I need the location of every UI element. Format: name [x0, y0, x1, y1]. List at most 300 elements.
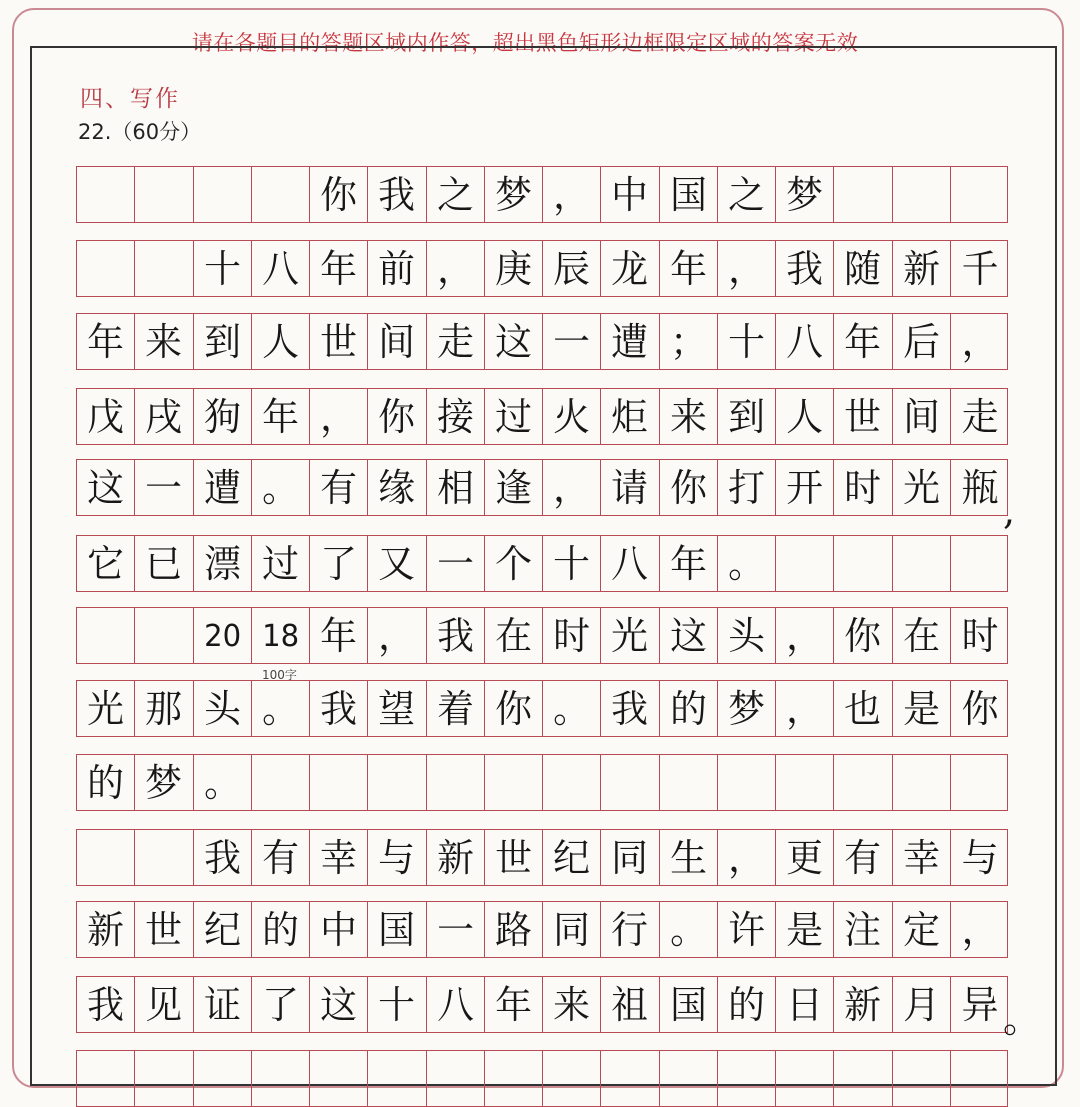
- handwritten-char: ，: [961, 908, 999, 952]
- handwritten-char: 年: [494, 983, 532, 1027]
- handwritten-char: 走: [436, 320, 474, 364]
- grid-cell: [893, 1051, 951, 1106]
- grid-cell: [893, 389, 951, 444]
- grid-cell: [485, 755, 543, 810]
- handwritten-char: 的: [669, 687, 707, 731]
- grid-cell: [368, 167, 426, 222]
- grid-cell: [310, 314, 368, 369]
- grid-cell: [77, 977, 135, 1032]
- grid-cell: [660, 1051, 718, 1106]
- handwritten-char: 头: [727, 614, 765, 658]
- handwritten-char: 许: [727, 908, 765, 952]
- grid-cell: [834, 977, 892, 1032]
- grid-cell: [660, 681, 718, 736]
- handwritten-char: [311, 1051, 367, 1106]
- handwritten-char: 间: [378, 320, 416, 364]
- handwritten-char: 庚: [494, 247, 532, 291]
- handwritten-char: 个: [494, 542, 532, 586]
- grid-cell: [834, 830, 892, 885]
- grid-cell: [543, 460, 601, 515]
- handwritten-char: 之: [727, 173, 765, 217]
- handwritten-char: 也: [844, 687, 882, 731]
- handwritten-char: 光: [611, 614, 649, 658]
- grid-cell: [310, 1051, 368, 1106]
- grid-cell: [194, 460, 252, 515]
- grid-cell: [368, 1051, 426, 1106]
- grid-cell: [776, 536, 834, 591]
- handwritten-char: 的: [261, 908, 299, 952]
- handwritten-char: 来: [553, 983, 591, 1027]
- grid-cell: [951, 460, 1009, 515]
- handwritten-char: 十: [203, 247, 241, 291]
- grid-cell: [893, 608, 951, 663]
- grid-cell: [660, 536, 718, 591]
- handwritten-char: 行: [611, 908, 649, 952]
- handwritten-char: [835, 755, 891, 810]
- handwritten-char: [835, 167, 891, 222]
- grid-cell: [951, 536, 1009, 591]
- handwritten-char: 之: [436, 173, 474, 217]
- grid-cell: [77, 389, 135, 444]
- handwritten-char: 接: [436, 395, 474, 439]
- handwritten-char: 的: [87, 761, 125, 805]
- grid-cell: [601, 681, 659, 736]
- handwritten-char: 戌: [145, 395, 183, 439]
- overflow-period: 。: [1003, 997, 1042, 1041]
- grid-cell: [834, 681, 892, 736]
- handwritten-char: 年: [669, 247, 707, 291]
- grid-cell: [718, 977, 776, 1032]
- handwritten-char: 八: [261, 247, 299, 291]
- grid-cell: [893, 167, 951, 222]
- handwritten-char: 中: [611, 173, 649, 217]
- grid-cell: [310, 681, 368, 736]
- grid-cell: [718, 241, 776, 296]
- grid-cell: [310, 902, 368, 957]
- handwritten-char: [719, 755, 775, 810]
- grid-cell: [543, 536, 601, 591]
- handwritten-char: 狗: [203, 395, 241, 439]
- grid-cell: [601, 314, 659, 369]
- grid-cell: [252, 902, 310, 957]
- grid-cell: [77, 608, 135, 663]
- handwritten-char: [893, 755, 949, 810]
- handwritten-char: ；: [669, 320, 707, 364]
- grid-cell: [601, 830, 659, 885]
- grid-cell: [776, 314, 834, 369]
- handwritten-char: 逢: [494, 466, 532, 510]
- grid-row: [76, 901, 1008, 958]
- grid-cell: [368, 241, 426, 296]
- handwritten-char: ，: [378, 614, 416, 658]
- grid-cell: [893, 460, 951, 515]
- handwritten-char: 一: [553, 320, 591, 364]
- handwritten-char: 漂: [203, 542, 241, 586]
- handwritten-char: [427, 1051, 483, 1106]
- handwritten-char: 年: [844, 320, 882, 364]
- grid-cell: [368, 902, 426, 957]
- grid-cell: [368, 608, 426, 663]
- handwritten-char: 十: [727, 320, 765, 364]
- grid-row: [76, 607, 1008, 664]
- handwritten-char: 过: [494, 395, 532, 439]
- answer-area-notice: 请在各题目的答题区域内作答，超出黑色矩形边框限定区域的答案无效: [191, 31, 859, 55]
- handwritten-char: 火: [553, 395, 591, 439]
- grid-cell: [660, 241, 718, 296]
- handwritten-char: 的: [727, 983, 765, 1027]
- handwritten-char: [952, 1051, 1009, 1106]
- grid-cell: [77, 681, 135, 736]
- handwritten-char: 光: [87, 687, 125, 731]
- handwritten-char: 辰: [553, 247, 591, 291]
- grid-cell: [543, 902, 601, 957]
- handwritten-char: [544, 1051, 600, 1106]
- grid-cell: [252, 681, 310, 736]
- handwritten-char: 祖: [611, 983, 649, 1027]
- handwritten-char: 光: [902, 466, 940, 510]
- grid-cell: [893, 314, 951, 369]
- grid-cell: [252, 830, 310, 885]
- grid-cell: [310, 389, 368, 444]
- handwritten-char: [893, 167, 949, 222]
- grid-cell: [135, 167, 193, 222]
- handwritten-char: 头: [203, 687, 241, 731]
- section-title: 四、写作: [80, 86, 180, 112]
- handwritten-char: 我: [611, 687, 649, 731]
- handwritten-char: 相: [436, 466, 474, 510]
- grid-cell: [310, 241, 368, 296]
- handwritten-char: 定: [902, 908, 940, 952]
- grid-cell: [776, 830, 834, 885]
- handwritten-char: [777, 536, 833, 591]
- grid-cell: [951, 977, 1009, 1032]
- handwritten-char: [835, 1051, 891, 1106]
- grid-cell: [718, 755, 776, 810]
- handwritten-char: 20: [203, 619, 241, 654]
- handwritten-char: [253, 755, 309, 810]
- handwritten-char: [136, 167, 192, 222]
- grid-cell: [427, 755, 485, 810]
- handwritten-char: ，: [320, 395, 358, 439]
- grid-cell: [543, 167, 601, 222]
- grid-cell: [660, 608, 718, 663]
- grid-cell: [194, 755, 252, 810]
- grid-cell: [135, 1051, 193, 1106]
- handwritten-char: 遭: [203, 466, 241, 510]
- handwritten-char: 八: [786, 320, 824, 364]
- handwritten-char: 时: [961, 614, 999, 658]
- handwritten-char: 着: [436, 687, 474, 731]
- grid-cell: [427, 389, 485, 444]
- grid-cell: [427, 536, 485, 591]
- grid-row: [76, 680, 1008, 737]
- grid-cell: [601, 902, 659, 957]
- grid-cell: [485, 389, 543, 444]
- handwritten-char: 年: [261, 395, 299, 439]
- handwritten-char: 有: [844, 836, 882, 880]
- grid-cell: [135, 608, 193, 663]
- grid-cell: [893, 681, 951, 736]
- grid-cell: [485, 902, 543, 957]
- grid-cell: [893, 755, 951, 810]
- handwritten-char: 梦: [494, 173, 532, 217]
- handwritten-char: 后: [902, 320, 940, 364]
- grid-cell: [951, 902, 1009, 957]
- grid-cell: [427, 608, 485, 663]
- handwritten-char: 年: [320, 247, 358, 291]
- grid-cell: [310, 755, 368, 810]
- grid-cell: [485, 1051, 543, 1106]
- handwritten-char: 注: [844, 908, 882, 952]
- handwritten-char: 你: [844, 614, 882, 658]
- handwritten-char: 梦: [786, 173, 824, 217]
- grid-cell: [834, 536, 892, 591]
- word-count-marker: 100字: [262, 668, 297, 682]
- handwritten-char: 我: [320, 687, 358, 731]
- handwritten-char: 同: [553, 908, 591, 952]
- handwritten-char: [952, 167, 1009, 222]
- handwritten-char: 更: [786, 836, 824, 880]
- handwritten-char: 年: [87, 320, 125, 364]
- handwritten-char: 纪: [203, 908, 241, 952]
- grid-cell: [135, 830, 193, 885]
- grid-cell: [718, 608, 776, 663]
- grid-cell: [194, 608, 252, 663]
- grid-cell: [660, 314, 718, 369]
- handwritten-char: 我: [436, 614, 474, 658]
- handwritten-char: 。: [203, 761, 241, 805]
- handwritten-char: 国: [669, 173, 707, 217]
- grid-cell: [951, 608, 1009, 663]
- handwritten-char: 。: [727, 542, 765, 586]
- handwritten-char: 一: [436, 542, 474, 586]
- handwritten-char: [78, 167, 134, 222]
- handwritten-char: 世: [145, 908, 183, 952]
- handwritten-char: 世: [320, 320, 358, 364]
- grid-cell: [951, 314, 1009, 369]
- handwritten-char: 又: [378, 542, 416, 586]
- grid-cell: [776, 681, 834, 736]
- grid-cell: [427, 460, 485, 515]
- grid-cell: [368, 314, 426, 369]
- handwritten-char: ，: [727, 247, 765, 291]
- grid-cell: [427, 1051, 485, 1106]
- grid-cell: [543, 755, 601, 810]
- grid-cell: [718, 1051, 776, 1106]
- handwritten-char: 生: [669, 836, 707, 880]
- grid-cell: [601, 241, 659, 296]
- handwritten-char: 纪: [553, 836, 591, 880]
- grid-cell: [485, 608, 543, 663]
- handwritten-char: 国: [669, 983, 707, 1027]
- grid-cell: [135, 536, 193, 591]
- grid-cell: [834, 460, 892, 515]
- grid-cell: [427, 902, 485, 957]
- handwritten-char: 十: [553, 542, 591, 586]
- handwritten-char: 你: [320, 173, 358, 217]
- handwritten-char: 瓶: [961, 466, 999, 510]
- handwritten-char: ，: [436, 247, 474, 291]
- handwritten-char: 八: [611, 542, 649, 586]
- handwritten-char: [369, 755, 425, 810]
- handwritten-char: 一: [436, 908, 474, 952]
- grid-cell: [368, 681, 426, 736]
- grid-cell: [135, 460, 193, 515]
- handwritten-char: [602, 1051, 658, 1106]
- handwritten-char: [78, 241, 134, 296]
- handwritten-char: 日: [786, 983, 824, 1027]
- grid-cell: [194, 389, 252, 444]
- handwritten-char: 月: [902, 983, 940, 1027]
- grid-cell: [427, 830, 485, 885]
- grid-row: [76, 166, 1008, 223]
- grid-cell: [776, 755, 834, 810]
- handwritten-char: 到: [203, 320, 241, 364]
- handwritten-char: 与: [378, 836, 416, 880]
- grid-cell: [77, 536, 135, 591]
- grid-cell: [485, 830, 543, 885]
- grid-cell: [252, 755, 310, 810]
- handwritten-char: 了: [261, 983, 299, 1027]
- grid-cell: [543, 1051, 601, 1106]
- grid-cell: [951, 167, 1009, 222]
- grid-cell: [776, 1051, 834, 1106]
- grid-cell: [252, 314, 310, 369]
- grid-cell: [135, 681, 193, 736]
- handwritten-char: 你: [961, 687, 999, 731]
- handwritten-char: 随: [844, 247, 882, 291]
- grid-cell: [834, 755, 892, 810]
- handwritten-char: 这: [87, 466, 125, 510]
- handwritten-char: 来: [145, 320, 183, 364]
- grid-row: [76, 459, 1008, 516]
- handwritten-char: [427, 755, 483, 810]
- handwritten-char: 八: [436, 983, 474, 1027]
- handwritten-char: 开: [786, 466, 824, 510]
- grid-cell: [77, 755, 135, 810]
- handwritten-char: ，: [786, 614, 824, 658]
- grid-cell: [252, 536, 310, 591]
- handwritten-char: [78, 1051, 134, 1106]
- grid-cell: [427, 314, 485, 369]
- grid-cell: [77, 241, 135, 296]
- grid-cell: [660, 830, 718, 885]
- handwritten-char: 梦: [145, 761, 183, 805]
- handwritten-char: ，: [553, 173, 591, 217]
- handwritten-char: 你: [494, 687, 532, 731]
- handwritten-char: 你: [669, 466, 707, 510]
- grid-cell: [951, 755, 1009, 810]
- handwritten-char: 证: [203, 983, 241, 1027]
- handwritten-char: 我: [786, 247, 824, 291]
- handwritten-char: [893, 1051, 949, 1106]
- handwritten-char: [952, 536, 1009, 591]
- grid-cell: [194, 681, 252, 736]
- grid-cell: [194, 536, 252, 591]
- grid-cell: [834, 241, 892, 296]
- handwritten-char: 来: [669, 395, 707, 439]
- grid-cell: [427, 167, 485, 222]
- grid-cell: [718, 681, 776, 736]
- handwritten-char: 。: [553, 687, 591, 731]
- grid-row: [76, 240, 1008, 297]
- grid-cell: [310, 830, 368, 885]
- grid-cell: [135, 314, 193, 369]
- grid-cell: [194, 1051, 252, 1106]
- handwritten-char: [136, 830, 192, 885]
- grid-cell: [543, 830, 601, 885]
- grid-cell: [368, 389, 426, 444]
- grid-cell: [194, 977, 252, 1032]
- handwritten-char: [78, 830, 134, 885]
- handwritten-char: 缘: [378, 466, 416, 510]
- grid-cell: [601, 389, 659, 444]
- handwritten-char: [486, 755, 542, 810]
- grid-cell: [660, 755, 718, 810]
- grid-cell: [776, 389, 834, 444]
- grid-cell: [135, 977, 193, 1032]
- grid-cell: [543, 977, 601, 1032]
- handwritten-char: 一: [145, 466, 183, 510]
- grid-cell: [310, 977, 368, 1032]
- grid-cell: [834, 902, 892, 957]
- grid-cell: [543, 608, 601, 663]
- handwritten-char: 走: [961, 395, 999, 439]
- handwritten-char: [136, 1051, 192, 1106]
- grid-cell: [601, 536, 659, 591]
- grid-cell: [77, 1051, 135, 1106]
- handwritten-char: 异: [961, 983, 999, 1027]
- handwritten-char: 有: [261, 836, 299, 880]
- handwritten-char: 遭: [611, 320, 649, 364]
- grid-cell: [310, 167, 368, 222]
- handwritten-char: [136, 241, 192, 296]
- handwritten-char: 前: [378, 247, 416, 291]
- handwritten-char: 人: [786, 395, 824, 439]
- grid-cell: [427, 241, 485, 296]
- grid-cell: [543, 389, 601, 444]
- grid-cell: [77, 167, 135, 222]
- handwritten-char: ，: [553, 466, 591, 510]
- grid-cell: [310, 536, 368, 591]
- handwritten-char: [78, 608, 134, 663]
- grid-cell: [776, 241, 834, 296]
- grid-cell: [77, 314, 135, 369]
- grid-cell: [951, 830, 1009, 885]
- grid-cell: [776, 977, 834, 1032]
- handwritten-char: 是: [786, 908, 824, 952]
- handwritten-char: [369, 1051, 425, 1106]
- handwritten-char: 中: [320, 908, 358, 952]
- grid-cell: [951, 389, 1009, 444]
- overflow-comma: ,: [1003, 489, 1016, 533]
- grid-cell: [718, 389, 776, 444]
- handwritten-char: [253, 167, 309, 222]
- handwritten-char: 新: [844, 983, 882, 1027]
- grid-cell: [77, 460, 135, 515]
- handwritten-char: 我: [87, 983, 125, 1027]
- grid-cell: [718, 460, 776, 515]
- grid-cell: [368, 830, 426, 885]
- handwritten-char: 那: [145, 687, 183, 731]
- handwritten-char: 同: [611, 836, 649, 880]
- handwritten-char: 。: [261, 466, 299, 510]
- grid-cell: [660, 167, 718, 222]
- handwritten-char: 见: [145, 983, 183, 1027]
- grid-cell: [718, 167, 776, 222]
- grid-cell: [485, 460, 543, 515]
- handwritten-char: [660, 755, 716, 810]
